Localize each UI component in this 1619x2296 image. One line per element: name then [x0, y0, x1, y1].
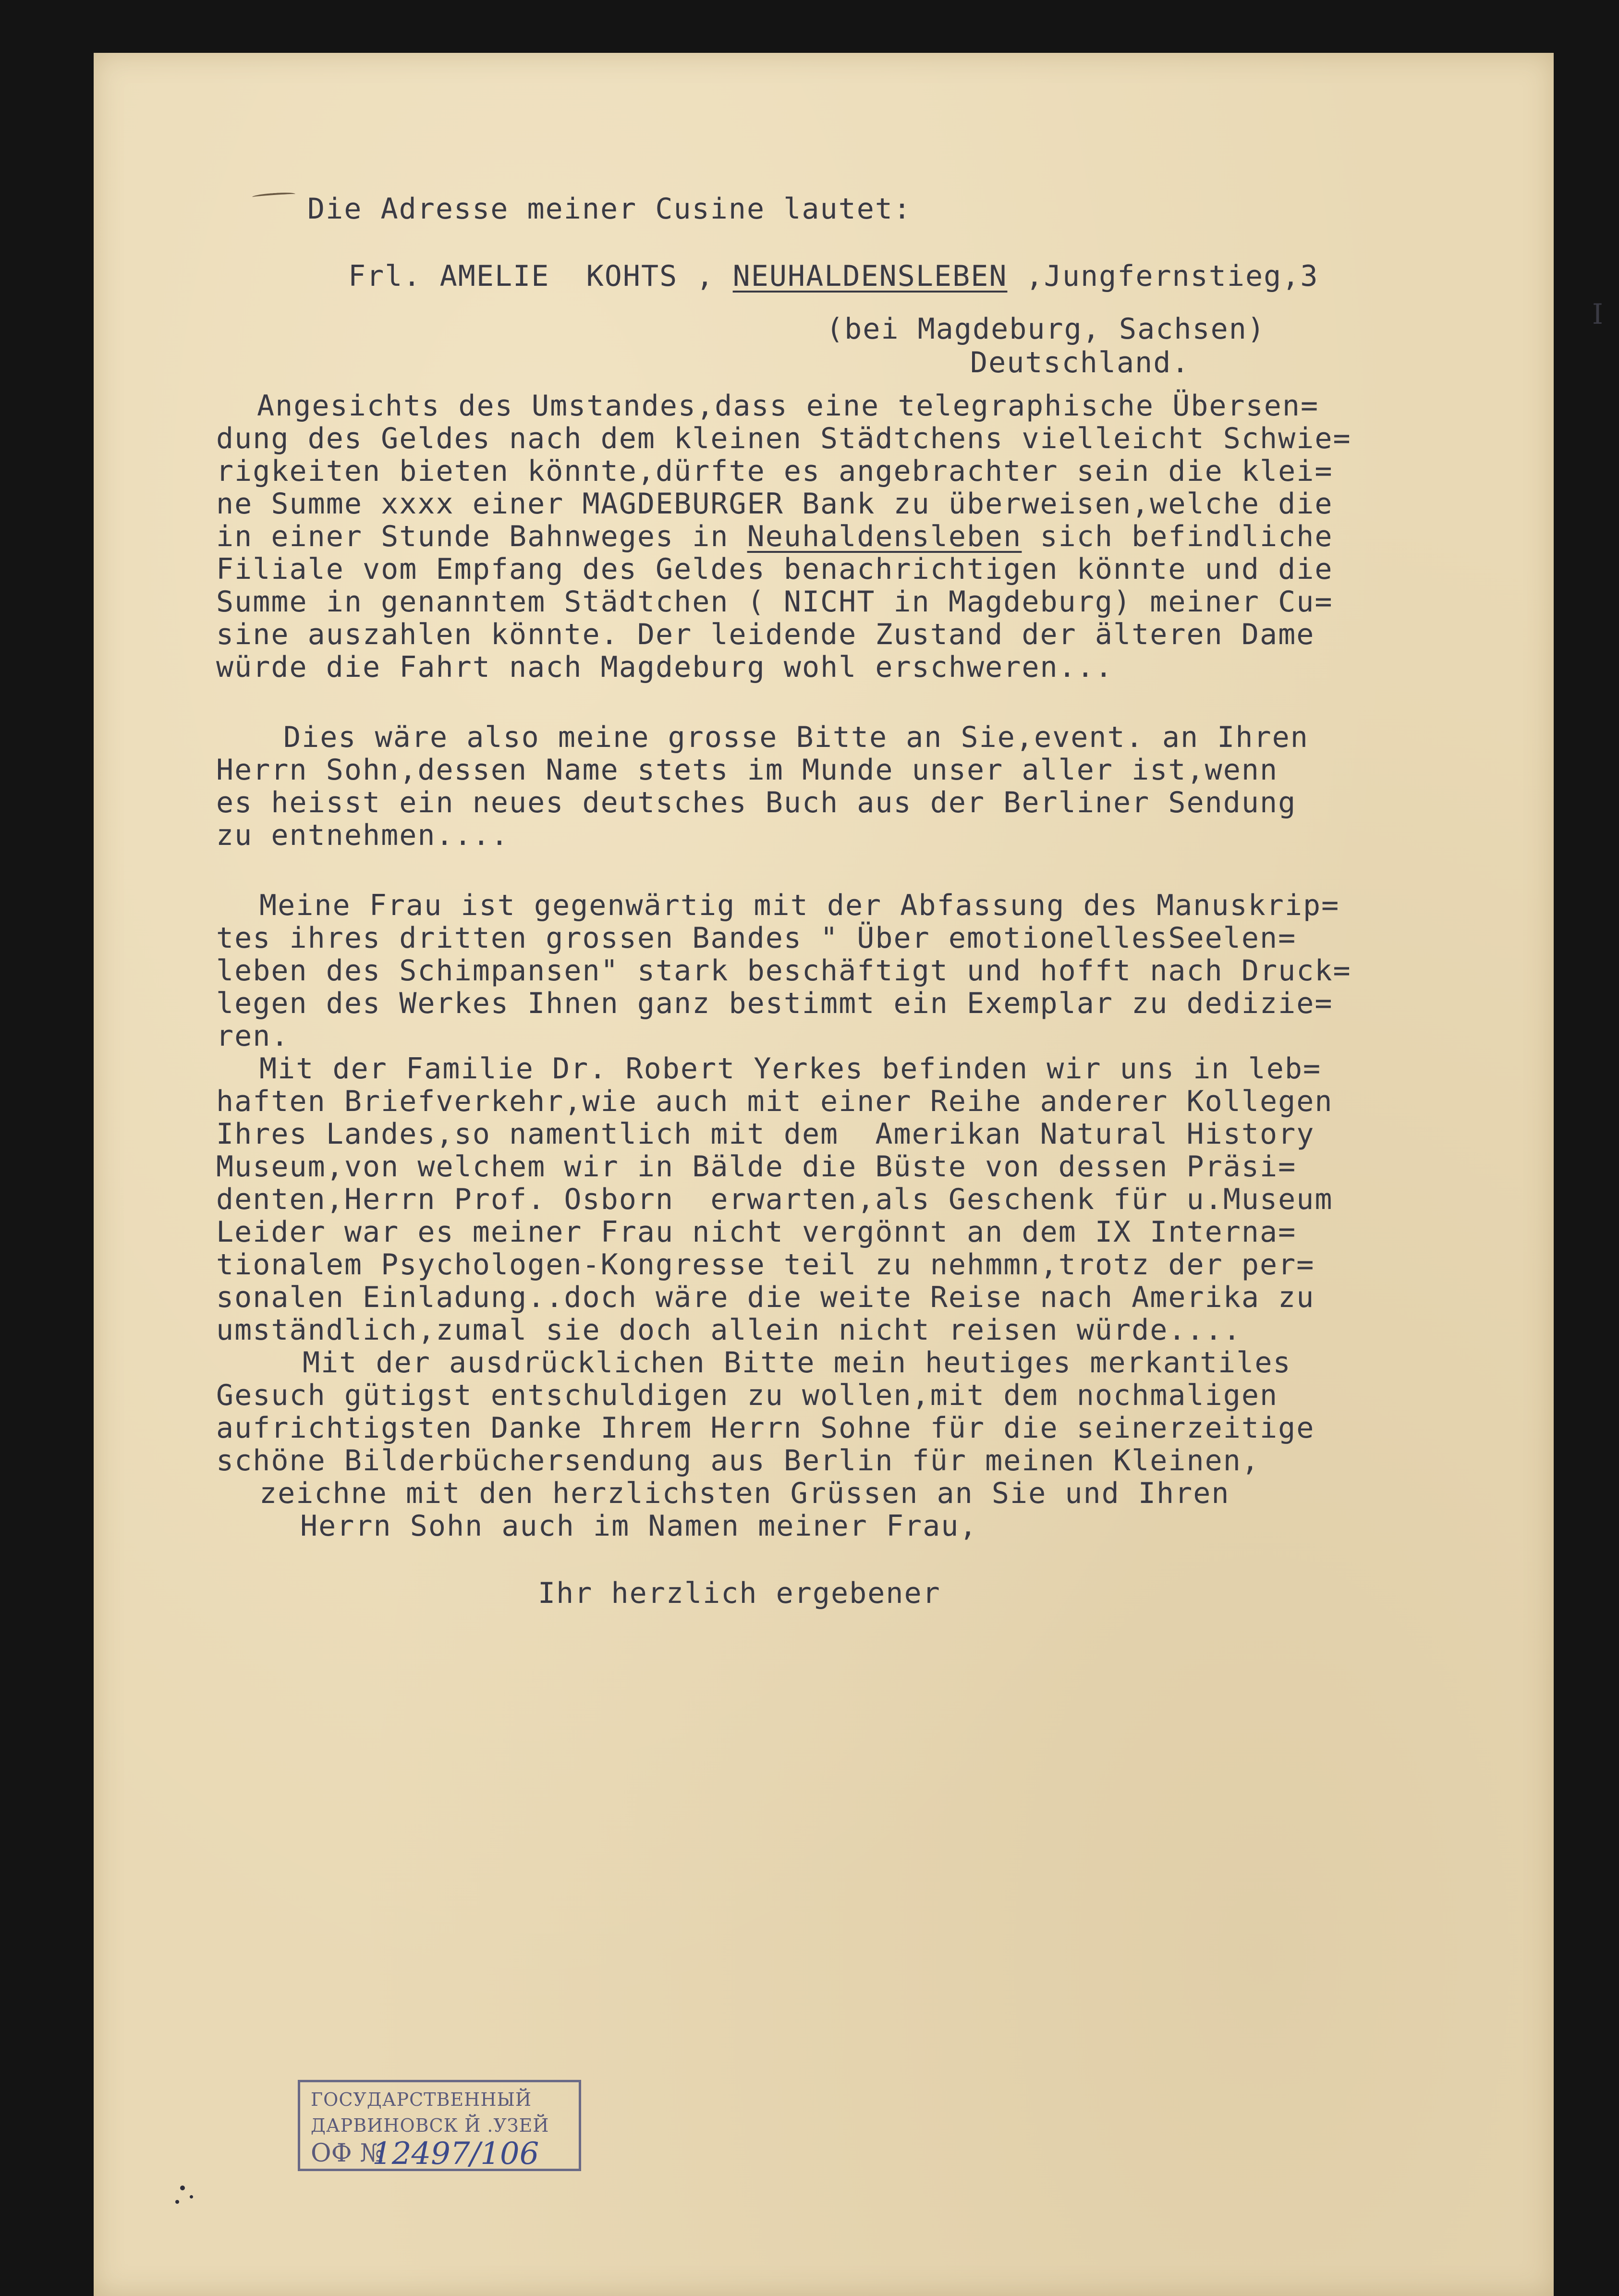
paragraph-1-line: sine auszahlen könnte. Der leidende Zustand der älteren Dame: [216, 618, 1315, 651]
paragraph-5-line: aufrichtigsten Danke Ihrem Herrn Sohne für die seinerzeitige: [216, 1411, 1315, 1445]
paragraph-4-line: umständlich,zumal sie doch allein nicht reisen würde....: [216, 1313, 1242, 1347]
paragraph-4-line: sonalen Einladung..doch wäre die weite Reise nach Amerika zu: [216, 1281, 1315, 1314]
address-name: Frl. AMELIE KOHTS ,: [348, 259, 733, 293]
paragraph-1-line: würde die Fahrt nach Magdeburg wohl erschweren...: [216, 650, 1114, 684]
ink-spot: [180, 2186, 185, 2190]
ink-spot: [190, 2195, 193, 2198]
paragraph-5-line: zeichne mit den herzlichsten Grüssen an Sie und Ihren: [259, 1477, 1230, 1510]
address-line-2: (bei Magdeburg, Sachsen): [826, 312, 1266, 346]
paragraph-1-line: Angesichts des Umstandes,dass eine telegraphische Übersen=: [257, 389, 1319, 423]
address-line-1: [348, 259, 1319, 293]
paragraph-4-line: Museum,von welchem wir in Bälde die Büste von dessen Präsi=: [216, 1150, 1297, 1184]
paragraph-3-line: ren.: [216, 1019, 290, 1053]
paragraph-5-line: schöne Bilderbüchersendung aus Berlin für meinen Kleinen,: [216, 1444, 1260, 1478]
stamp-inventory-number: 12497/106: [372, 2136, 539, 2172]
underlined-town: Neuhaldensleben: [747, 520, 1022, 553]
paragraph-5-line: Gesuch gütigst entschuldigen zu wollen,mit dem nochmaligen: [216, 1379, 1278, 1412]
paragraph-4-line: haften Briefverkehr,wie auch mit einer Reihe anderer Kollegen: [216, 1085, 1333, 1118]
paragraph-5-line: Herrn Sohn auch im Namen meiner Frau,: [300, 1509, 978, 1543]
paragraph-4-line: denten,Herrn Prof. Osborn erwarten,als Geschenk für u.Museum: [216, 1183, 1333, 1216]
address-line-3: Deutschland.: [970, 346, 1190, 379]
closing-line: Ihr herzlich ergebener: [538, 1576, 941, 1610]
paragraph-1-line: rigkeiten bieten könnte,dürfte es angebrachter sein die klei=: [216, 454, 1333, 488]
paragraph-4-line: tionalem Psychologen-Kongresse teil zu nehmmn,trotz der per=: [216, 1248, 1315, 1282]
stamp-line-2: ДАРВИНОВСК Й .УЗЕЙ: [311, 2115, 549, 2136]
paragraph-2-line: Dies wäre also meine grosse Bitte an Sie,event. an Ihren: [283, 721, 1309, 754]
paper-mark: [252, 192, 295, 199]
paragraph-1-line: [216, 522, 1333, 551]
paragraph-1-line: ne Summe xxxx einer MAGDEBURGER Bank zu überweisen,welche die: [216, 487, 1333, 521]
museum-stamp: [298, 2080, 581, 2171]
margin-mark: I: [1592, 298, 1603, 330]
paragraph-2-line: Herrn Sohn,dessen Name stets im Munde unser aller ist,wenn: [216, 753, 1278, 787]
stamp-prefix: ОФ №: [311, 2139, 384, 2168]
address-town: NEUHALDENSLEBEN: [732, 259, 1008, 293]
paragraph-3-line: leben des Schimpansen" stark beschäftigt und hofft nach Druck=: [216, 954, 1351, 988]
letter-page: [94, 53, 1603, 2296]
ink-spot: [175, 2200, 179, 2204]
paragraph-1-text: in einer Stunde Bahnweges in: [216, 520, 747, 553]
paragraph-3-line: tes ihres dritten grossen Bandes " Über emotionellesSeelen=: [216, 921, 1297, 955]
paragraph-1-line: Filiale vom Empfang des Geldes benachrichtigen könnte und die: [216, 552, 1333, 586]
address-street: ,Jungfernstieg,3: [1007, 259, 1319, 293]
paragraph-1-line: dung des Geldes nach dem kleinen Städtchens vielleicht Schwie=: [216, 422, 1351, 455]
paragraph-4-line: Mit der Familie Dr. Robert Yerkes befinden wir uns in leb=: [259, 1052, 1322, 1086]
paragraph-2-line: zu entnehmen....: [216, 818, 509, 852]
paragraph-3-line: legen des Werkes Ihnen ganz bestimmt ein Exemplar zu dedizie=: [216, 987, 1333, 1020]
paragraph-1-line: Summe in genanntem Städtchen ( NICHT in Magdeburg) meiner Cu=: [216, 585, 1333, 619]
paragraph-3-line: Meine Frau ist gegenwärtig mit der Abfassung des Manuskrip=: [259, 889, 1340, 922]
stamp-line-1: ГОСУДАРСТВЕННЫЙ: [311, 2089, 532, 2110]
paragraph-5-line: Mit der ausdrücklichen Bitte mein heutiges merkantiles: [303, 1346, 1291, 1380]
paragraph-4-line: Leider war es meiner Frau nicht vergönnt an dem IX Interna=: [216, 1215, 1297, 1249]
intro-line: Die Adresse meiner Cusine lautet:: [307, 192, 912, 226]
paragraph-2-line: es heisst ein neues deutsches Buch aus der Berliner Sendung: [216, 786, 1297, 819]
paragraph-1-text: sich befindliche: [1022, 520, 1333, 553]
paragraph-4-line: Ihres Landes,so namentlich mit dem Amerikan Natural History: [216, 1117, 1315, 1151]
